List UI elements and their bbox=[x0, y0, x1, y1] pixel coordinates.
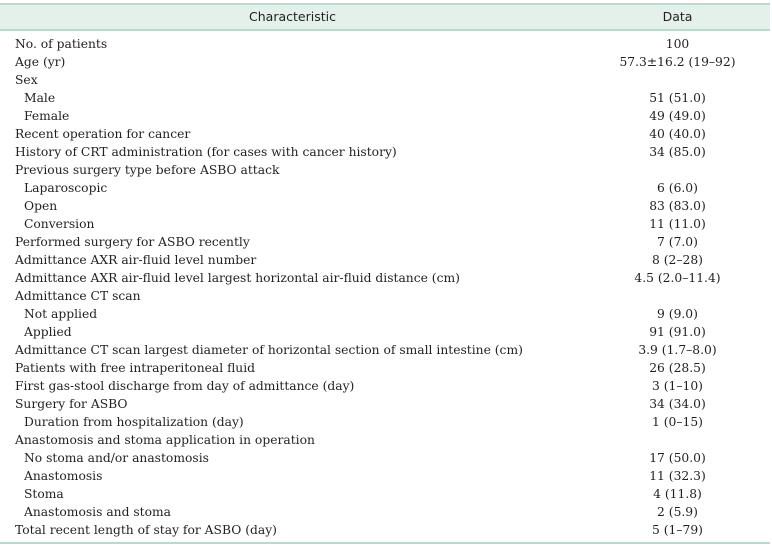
header-data: Data bbox=[662, 9, 693, 24]
row-data-value: 51 (51.0) bbox=[649, 91, 706, 105]
table-row bbox=[0, 395, 770, 413]
row-characteristic: Patients with free intraperitoneal fluid bbox=[15, 361, 256, 375]
row-characteristic: Stoma bbox=[24, 487, 64, 501]
table-row bbox=[0, 341, 770, 359]
row-characteristic: Total recent length of stay for ASBO (day) bbox=[15, 523, 277, 537]
row-characteristic: Male bbox=[24, 91, 56, 105]
row-data-value: 100 bbox=[665, 37, 690, 51]
table-row bbox=[0, 359, 770, 377]
table-row bbox=[0, 179, 770, 197]
row-characteristic: History of CRT administration (for cases with cancer history) bbox=[15, 145, 397, 159]
row-data-value: 4.5 (2.0–11.4) bbox=[634, 271, 721, 285]
table-bottom-rule bbox=[0, 542, 770, 544]
table-row bbox=[0, 377, 770, 395]
table-row bbox=[0, 287, 770, 305]
row-characteristic: First gas-stool discharge from day of admittance (day) bbox=[15, 379, 355, 393]
row-data-value: 4 (11.8) bbox=[653, 487, 702, 501]
row-characteristic: Previous surgery type before ASBO attack bbox=[15, 163, 280, 177]
row-data-value: 40 (40.0) bbox=[649, 127, 706, 141]
row-data-value: 7 (7.0) bbox=[657, 235, 698, 249]
row-data-value: 17 (50.0) bbox=[649, 451, 706, 465]
row-data-value: 3 (1–10) bbox=[652, 379, 703, 393]
row-characteristic: Recent operation for cancer bbox=[15, 127, 191, 141]
row-data-value: 2 (5.9) bbox=[657, 505, 698, 519]
row-characteristic: Duration from hospitalization (day) bbox=[24, 415, 244, 429]
table-row bbox=[0, 467, 770, 485]
row-data-value: 34 (34.0) bbox=[649, 397, 706, 411]
table-header-rule bbox=[0, 29, 770, 31]
row-characteristic: Female bbox=[24, 109, 70, 123]
row-data-value: 49 (49.0) bbox=[649, 109, 706, 123]
row-characteristic: Applied bbox=[24, 325, 72, 339]
table-row bbox=[0, 89, 770, 107]
row-characteristic: Age (yr) bbox=[15, 55, 66, 69]
row-characteristic: No stoma and/or anastomosis bbox=[24, 451, 209, 465]
table-row bbox=[0, 485, 770, 503]
row-characteristic: Anastomosis and stoma bbox=[24, 505, 171, 519]
table-row bbox=[0, 215, 770, 233]
row-characteristic: Admittance AXR air-fluid level largest horizontal air-fluid distance (cm) bbox=[15, 271, 460, 285]
row-data-value: 91 (91.0) bbox=[649, 325, 706, 339]
row-data-value: 1 (0–15) bbox=[652, 415, 703, 429]
table-row bbox=[0, 107, 770, 125]
table-row bbox=[0, 251, 770, 269]
table-row bbox=[0, 521, 770, 539]
table-row bbox=[0, 143, 770, 161]
row-data-value: 11 (11.0) bbox=[649, 217, 706, 231]
header-characteristic: Characteristic bbox=[249, 9, 336, 24]
row-characteristic: Performed surgery for ASBO recently bbox=[15, 235, 250, 249]
row-data-value: 34 (85.0) bbox=[649, 145, 706, 159]
row-data-value: 26 (28.5) bbox=[649, 361, 706, 375]
table-row bbox=[0, 305, 770, 323]
row-data-value: 9 (9.0) bbox=[657, 307, 698, 321]
table-row bbox=[0, 413, 770, 431]
table-body bbox=[0, 35, 770, 539]
row-characteristic: Admittance AXR air-fluid level number bbox=[15, 253, 257, 267]
row-data-value: 6 (6.0) bbox=[657, 181, 698, 195]
row-characteristic: Admittance CT scan bbox=[15, 289, 141, 303]
table-row bbox=[0, 53, 770, 71]
table-row bbox=[0, 449, 770, 467]
table-row bbox=[0, 161, 770, 179]
row-data-value: 8 (2–28) bbox=[652, 253, 703, 267]
row-characteristic: Anastomosis bbox=[24, 469, 103, 483]
row-characteristic: No. of patients bbox=[15, 37, 108, 51]
table-row bbox=[0, 71, 770, 89]
row-characteristic: Open bbox=[24, 199, 58, 213]
table-row bbox=[0, 503, 770, 521]
table-row bbox=[0, 197, 770, 215]
table-row bbox=[0, 125, 770, 143]
row-data-value: 5 (1–79) bbox=[652, 523, 703, 537]
row-characteristic: Conversion bbox=[24, 217, 95, 231]
row-data-value: 57.3±16.2 (19–92) bbox=[619, 55, 736, 69]
row-data-value: 11 (32.3) bbox=[649, 469, 706, 483]
row-characteristic: Admittance CT scan largest diameter of horizontal section of small intestine (cm) bbox=[15, 343, 523, 357]
table-row bbox=[0, 269, 770, 287]
table-row bbox=[0, 233, 770, 251]
row-characteristic: Surgery for ASBO bbox=[15, 397, 128, 411]
row-characteristic: Sex bbox=[15, 73, 38, 87]
row-characteristic: Laparoscopic bbox=[24, 181, 108, 195]
row-data-value: 83 (83.0) bbox=[649, 199, 706, 213]
table-row bbox=[0, 323, 770, 341]
row-characteristic: Not applied bbox=[24, 307, 98, 321]
table-row bbox=[0, 431, 770, 449]
row-characteristic: Anastomosis and stoma application in operation bbox=[15, 433, 315, 447]
table-row bbox=[0, 35, 770, 53]
row-data-value: 3.9 (1.7–8.0) bbox=[638, 343, 717, 357]
